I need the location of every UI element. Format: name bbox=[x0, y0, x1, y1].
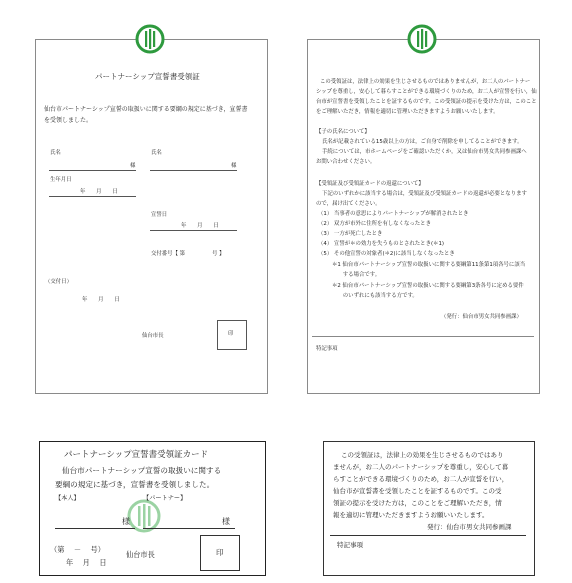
mayor-name: 仙台市長 bbox=[142, 333, 164, 339]
seal-label: 印 bbox=[228, 331, 234, 337]
card-back-line6: 報を適切に管理いただきますようお願いいたします。 bbox=[333, 511, 489, 519]
card-back-line5: 領証の提示を受けた方は，このことをご理解いただき，情 bbox=[333, 499, 502, 507]
birth-ymd: 年 月 日 bbox=[80, 189, 118, 195]
name-label-left: 氏名 bbox=[50, 150, 61, 156]
name-heading: 【子の氏名について】 bbox=[316, 129, 370, 135]
condition-3: （3） 一方が死亡したとき bbox=[318, 231, 383, 237]
card-sama-left: 様 bbox=[122, 517, 130, 526]
front-title: パートナーシップ宣誓書受領証 bbox=[95, 72, 200, 81]
name-underline-right bbox=[150, 170, 237, 171]
name-para-line2: 手続については，市ホームページをご確認いただくか，又は仙台市男女共同参画課へ bbox=[322, 149, 527, 155]
card-label-self: 【本人】 bbox=[55, 495, 80, 502]
card-label-partner: 【パートナー】 bbox=[143, 495, 187, 502]
name-label-right: 氏名 bbox=[151, 150, 162, 156]
name-para-line1: 氏名が記載されている15歳以上の方は，ご自身で削除を申してることができます。 bbox=[322, 139, 523, 145]
card-name-underline-left bbox=[55, 528, 135, 529]
front-intro-line1: 仙台市パートナーシップ宣誓の取扱いに関する要綱の規定に基づき，宣誓書 bbox=[44, 106, 248, 113]
sama-right: 様 bbox=[231, 163, 237, 169]
card-number: （第 － 号） bbox=[50, 545, 105, 554]
return-heading: 【受領証及び受領証カードの返還について】 bbox=[316, 181, 424, 187]
certificate-card-back bbox=[323, 441, 535, 576]
issue-number: 交付番号【 第 号 】 bbox=[151, 251, 225, 257]
front-intro-line2: を受領しました。 bbox=[44, 117, 93, 124]
note-1-line2: する場合です。 bbox=[332, 272, 381, 278]
birth-underline bbox=[49, 196, 136, 197]
card-ymd: 年 月 日 bbox=[66, 558, 107, 567]
sendai-city-emblem-icon bbox=[135, 24, 165, 54]
condition-5: （5） その他宣誓の対象者(＊2)に該当しなくなったとき bbox=[318, 251, 455, 257]
condition-1: （1） 当事者の意思によりパートナーシップが解消されたとき bbox=[318, 211, 469, 217]
oath-date-underline bbox=[150, 230, 237, 231]
card-back-line1: この受領証は，法律上の効果を生じさせるものではあり bbox=[341, 451, 504, 459]
oath-date-ymd: 年 月 日 bbox=[181, 223, 219, 229]
oath-date-label: 宣誓日 bbox=[151, 212, 168, 218]
card-name-underline-right bbox=[143, 528, 235, 529]
back-para1-line1: この受領証は，法律上の効果を生じさせるものではありませんが，お二人のパートナー bbox=[320, 79, 531, 85]
card-back-line4: 仙台市が宣誓書を受領したことを証するものです。この受 bbox=[333, 487, 502, 495]
card-back-line3: らすことができる環境づくりのため，お二人が宣誓を行い， bbox=[333, 475, 509, 483]
card-back-line2: ませんが，お二人のパートナーシップを尊重し，安心して暮 bbox=[333, 463, 509, 471]
name-underline-left bbox=[49, 170, 136, 171]
sama-left: 様 bbox=[130, 163, 136, 169]
note-1-line1: ＊1 仙台市パートナーシップ宣誓の取扱いに関する要綱第11条第1項各号に該当 bbox=[332, 262, 526, 268]
back-para1-line2: シップを尊重し，安心して暮らすことができる環境づくりのため，お二人が宣誓を行い，仙 bbox=[316, 89, 537, 95]
birth-label: 生年月日 bbox=[50, 177, 72, 183]
return-para-line1: 下記のいずれかに該当する場合は，受領証及び受領証カードの返還が必要となります bbox=[322, 191, 527, 197]
condition-2: （2） 双方が市外に住所を有しなくなったとき bbox=[318, 221, 431, 227]
card-seal-box bbox=[200, 535, 240, 571]
card-sama-right: 様 bbox=[222, 517, 230, 526]
return-para-line2: ので，届け出てください。 bbox=[316, 201, 381, 207]
note-2-line1: ＊2 仙台市パートナーシップ宣誓の取扱いに関する要綱第3条各号に定める要件 bbox=[332, 283, 524, 289]
card-back-divider bbox=[330, 535, 526, 536]
note-2-line2: のいずれにも該当する方です。 bbox=[332, 293, 418, 299]
back-divider bbox=[312, 336, 534, 337]
card-intro-line1: 仙台市パートナーシップ宣誓の取扱いに関する bbox=[62, 466, 222, 475]
issue-date-label: （交付日） bbox=[45, 279, 72, 285]
condition-4: （4） 宣誓が＊の効力を失うものとされたとき(＊1) bbox=[318, 241, 444, 247]
card-title: パートナーシップ宣誓書受領証カード bbox=[64, 450, 209, 460]
sendai-city-emblem-icon-back bbox=[407, 24, 437, 54]
card-back-special: 特記事項 bbox=[337, 541, 363, 549]
issue-date-ymd: 年 月 日 bbox=[82, 297, 120, 303]
back-para1-line4: をご理解いただき，情報を適切に管理いただきますようお願いいたします。 bbox=[316, 109, 499, 115]
card-back-issuer: 発行：仙台市男女共同参画課 bbox=[427, 523, 512, 531]
official-seal-box bbox=[217, 320, 247, 350]
back-para1-line3: 台市が宣誓書を受領したことを証するものです。この受領証の提示を受けた方は，このこと bbox=[316, 99, 537, 105]
card-intro-line2: 要綱の規定に基づき，宣誓書を受領しました。 bbox=[55, 480, 215, 489]
card-mayor: 仙台市長 bbox=[126, 550, 155, 559]
card-seal-label: 印 bbox=[216, 548, 224, 557]
back-special-notes: 特記事項 bbox=[316, 346, 338, 352]
name-para-line3: お問い合わせください。 bbox=[316, 159, 376, 165]
back-issuer: （発行：仙台市男女共同参画課） bbox=[441, 314, 522, 320]
